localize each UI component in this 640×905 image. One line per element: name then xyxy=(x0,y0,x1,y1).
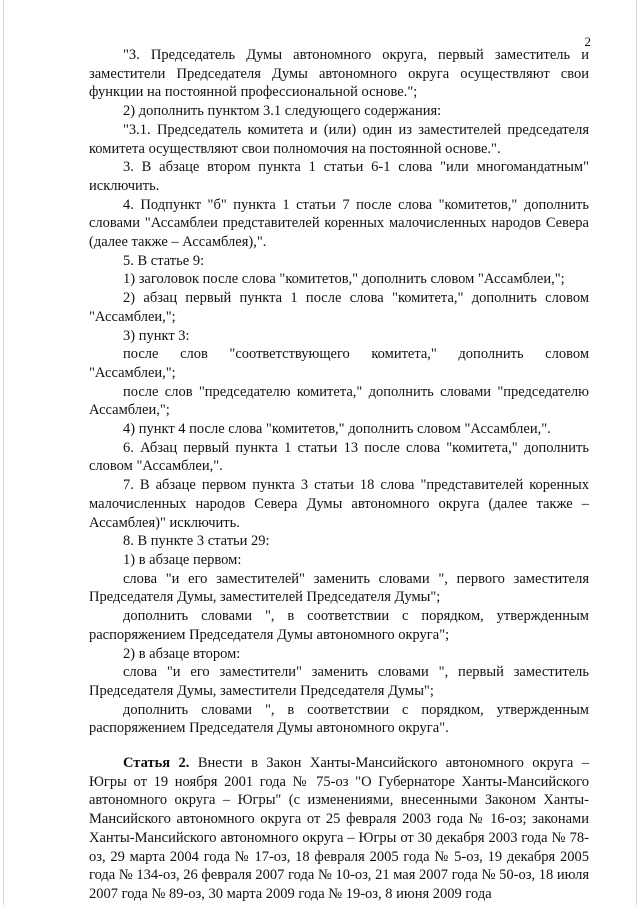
paragraph: 5. В статье 9: xyxy=(123,252,205,269)
paragraph: 6. Абзац первый пункта 1 статьи 13 после слова "комитета," дополнить словом "Ассамблеи,". xyxy=(89,439,589,475)
paragraph: дополнить словами ", в соответствии с порядком, утвержденным распоряжением Председателя Думы автономного округа"; xyxy=(89,608,589,643)
paragraph: после слов "соответствующего комитета," дополнить словом "Ассамблеи,"; xyxy=(89,346,589,381)
article-paragraph xyxy=(89,754,589,904)
page-number: 2 xyxy=(584,34,591,49)
article-text: Внести в Закон Ханты-Мансийского автономного округа – Югры от 19 ноября 2001 года № 75-оз "О Губернаторе Ханты-Мансийского автономного округа – Югры" (с изменениями, внесенными Законом Ханты-Мансийского автономного округа от 25 февраля 2003 года № 16-оз; законами Ханты-Мансийского автономного округа – Югры от 30 декабря 2003 года № 78-оз, 29 марта 2004 года № 17-оз, 18 февраля 2005 года № 5-оз, 19 декабря 2005 года № 134-оз, 26 февраля 2007 года № 10-оз, 21 мая 2007 года № 50-оз, 18 июля 2007 года № 89-оз, 30 марта 2009 года № 19-оз, 8 июня 2009 года xyxy=(89,755,589,902)
paragraph: 2) абзац первый пункта 1 после слова "комитета," дополнить словом "Ассамблеи,"; xyxy=(89,290,589,325)
left-scan-edge xyxy=(3,0,4,905)
paragraph: "3. Председатель Думы автономного округа, первый заместитель и заместители Председателя Думы автономного округа осуществляют свои функции на постоянной профессиональной основе."; xyxy=(89,47,589,101)
paragraph: 1) заголовок после слова "комитетов," дополнить словом "Ассамблеи,"; xyxy=(123,271,565,288)
paragraph: слова "и его заместители" заменить словами ", первый заместитель Председателя Думы, заместители Председателя Думы"; xyxy=(89,664,589,699)
paragraph: слова "и его заместителей" заменить словами ", первого заместителя Председателя Думы, заместителей Председателя Думы"; xyxy=(89,570,589,606)
article-label: Статья 2. xyxy=(123,755,190,772)
paragraph: 2) в абзаце втором: xyxy=(123,645,241,662)
paragraph: 8. В пункте 3 статьи 29: xyxy=(123,533,270,550)
paragraph: 2) дополнить пунктом 3.1 следующего содержания: xyxy=(123,103,442,120)
paragraph: 7. В абзаце первом пункта 3 статьи 18 слова "представителей коренных малочисленных народов Севера Думы автономного округа (далее также – Ассамблея)" исключить. xyxy=(89,477,589,531)
paragraph: после слов "председателю комитета," дополнить словами "председателю Ассамблеи,"; xyxy=(89,383,589,419)
document-body xyxy=(89,46,589,904)
paragraph: 3. В абзаце втором пункта 1 статьи 6-1 слова "или многомандатным" исключить. xyxy=(89,159,589,194)
paragraph: 1) в абзаце первом: xyxy=(123,551,242,568)
paragraph: 3) пункт 3: xyxy=(123,327,190,344)
paragraph: "3.1. Председатель комитета и (или) один из заместителей председателя комитета осуществляют свои полномочия на постоянной основе.". xyxy=(89,121,589,157)
paragraph: 4. Подпункт "б" пункта 1 статьи 7 после слова "комитетов," дополнить словами "Ассамблеи представителей коренных малочисленных народов Севера (далее также – Ассамблея),". xyxy=(89,196,589,251)
right-scan-edge xyxy=(636,0,637,905)
paragraph: дополнить словами ", в соответствии с порядком, утвержденным распоряжением Председателя Думы автономного округа". xyxy=(89,701,589,737)
paragraph: 4) пункт 4 после слова "комитетов," дополнить словом "Ассамблеи,". xyxy=(123,421,551,438)
